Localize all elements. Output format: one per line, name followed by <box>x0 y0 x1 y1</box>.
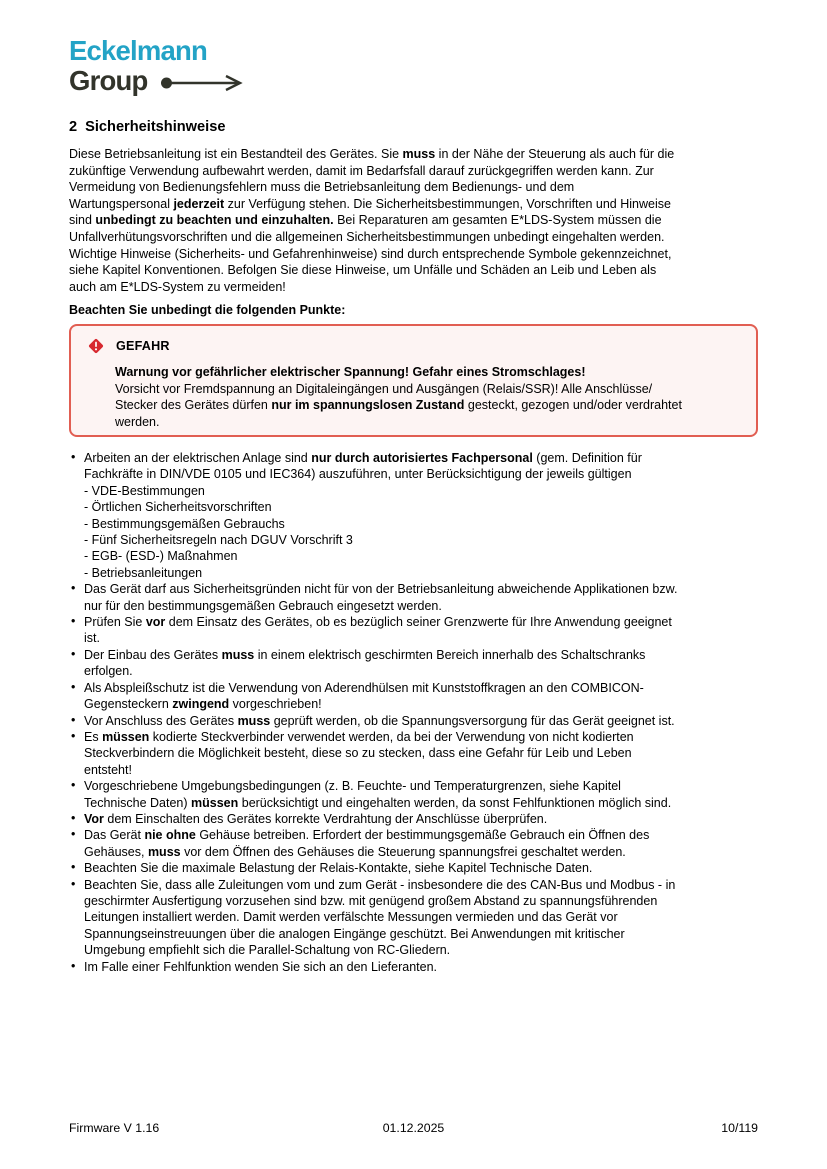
list-item <box>69 860 784 876</box>
list-item-text: Arbeiten an der elektrischen Anlage sind nur durch autorisiertes Fachpersonal (gem. Definition für Fachkräfte in DIN/VDE 0105 und IEC364) auszuführen, unter Berücksichtigung der jeweils gültigen - VDE-Bestimmungen - Örtlichen Sicherheitsvorschriften - Bestimmungsgemäßen Gebrauchs - Fünf Sicherheitsregeln nach DGUV Vorschrift 3 - EGB- (ESD-) Maßnahmen - Betriebsanleitungen <box>84 451 642 580</box>
list-item-text: Vorgeschriebene Umgebungsbedingungen (z. B. Feuchte- und Temperaturgrenzen, siehe Kapitel Technische Daten) müssen berücksichtigt und eingehalten werden, da sonst Fehlfunktionen möglich sind. <box>84 779 672 810</box>
list-item <box>69 778 784 811</box>
list-item <box>69 811 784 827</box>
list-item <box>69 729 784 778</box>
danger-diamond-icon <box>87 337 105 355</box>
bullet-marker: • <box>71 958 76 973</box>
list-item-text: Es müssen kodierte Steckverbinder verwendet werden, da bei der Verwendung von nicht kodierten Steckverbindern die Möglichkeit besteht, diese so zu stecken, dass eine Gefahr für Leib und Leben entsteht! <box>84 729 634 777</box>
section-number: 2 <box>69 119 78 135</box>
list-item <box>69 877 784 959</box>
list-item-text: Prüfen Sie vor dem Einsatz des Gerätes, ob es bezüglich seiner Grenzwerte für Ihre Anwendung geeignet ist. <box>84 615 672 646</box>
list-item-text: Beachten Sie, dass alle Zuleitungen vom und zum Gerät - insbesondere die des CAN-Bus und Modbus - in geschirmter Ausfertigung vorzusehen sind bzw. mit genügend großem Abstand zu spannungsführenden Leitungen installiert werden. Damit werden verfälschte Messungen vermieden und das Gerät vor Spannungseinstreuungen über die analogen Eingänge geschützt. Bei Anwendungen mit kritischer Umgebung empfiehlt sich die Parallel-Schaltung von RC-Gliedern. <box>84 877 676 958</box>
list-item <box>69 713 784 729</box>
list-item-text: Als Abspleißschutz ist die Verwendung von Aderendhülsen mit Kunststoffkragen an den COMBICON- Gegensteckern zwingend vorgeschrieben! <box>84 680 644 712</box>
list-item <box>69 581 784 614</box>
list-item-text: Das Gerät nie ohne Gehäuse betreiben. Erfordert der bestimmungsgemäße Gebrauch ein Öffnen des Gehäuses, muss vor dem Öffnen des Gehäuses die Steuerung spannungsfrei geschaltet werden. <box>84 828 650 859</box>
bullet-marker: • <box>71 646 76 661</box>
danger-subtitle: Warnung vor gefährlicher elektrischer Spannung! Gefahr eines Stromschlages! <box>115 365 586 379</box>
note-line: Beachten Sie unbedingt die folgenden Punkte: <box>69 303 346 317</box>
danger-title: GEFAHR <box>116 339 170 353</box>
bullet-marker: • <box>71 614 76 629</box>
bullet-marker: • <box>71 712 76 727</box>
list-item-text: Vor dem Einschalten des Gerätes korrekte Verdrahtung der Anschlüsse überprüfen. <box>84 811 548 826</box>
list-item-text: Im Falle einer Fehlfunktion wenden Sie sich an den Lieferanten. <box>84 959 437 974</box>
logo-arrow-icon <box>160 74 244 92</box>
list-item <box>69 450 784 581</box>
list-item <box>69 647 784 680</box>
bullet-marker: • <box>71 581 76 596</box>
list-item <box>69 614 784 647</box>
bullet-marker: • <box>71 778 76 793</box>
logo-word-eckelmann: Eckelmann <box>69 35 208 66</box>
footer-date: 01.12.2025 <box>382 1121 445 1135</box>
footer-firmware-version: Firmware V 1.16 <box>69 1121 160 1135</box>
bullet-marker: • <box>71 860 76 875</box>
danger-text: Vorsicht vor Fremdspannung an Digitaleingängen und Ausgängen (Relais/SSR)! Alle Anschlüsse/ Stecker des Gerätes dürfen nur im spannungslosen Zustand gesteckt, gezogen und/oder verdrahtet werden. <box>115 381 682 429</box>
list-item <box>69 827 784 860</box>
list-item-text: Das Gerät darf aus Sicherheitsgründen nicht für von der Betriebsanleitung abweichende Applikationen bzw. nur für den bestimmungsgemäßen Gebrauch eingesetzt werden. <box>84 582 678 613</box>
danger-box <box>69 324 758 437</box>
danger-header <box>87 337 170 355</box>
page-footer <box>69 1121 758 1137</box>
list-item-text: Der Einbau des Gerätes muss in einem elektrisch geschirmten Bereich innerhalb des Schaltschranks erfolgen. <box>84 647 646 679</box>
bullet-marker: • <box>71 728 76 743</box>
safety-list <box>69 450 784 975</box>
bullet-marker: • <box>71 679 76 694</box>
section-heading <box>69 119 225 135</box>
bullet-marker: • <box>71 876 76 891</box>
eckelmann-group-logo <box>69 36 244 96</box>
bullet-marker: • <box>71 450 76 464</box>
list-item-text: Vor Anschluss des Gerätes muss geprüft werden, ob die Spannungsversorgung für das Gerät geeignet ist. <box>84 713 675 728</box>
list-item <box>69 959 784 975</box>
bullet-marker: • <box>71 827 76 842</box>
list-item <box>69 680 784 713</box>
intro-paragraph: Diese Betriebsanleitung ist ein Bestandteil des Gerätes. Sie muss in der Nähe der Steuerung als auch für die zukünftige Verwendung aufbewahrt werden, damit im Bedarfsfall darauf zurückgegriffen werden kann. Zur Vermeidung von Bedienungsfehlern muss die Betriebsanleitung dem Bedienungs- und dem Wartungspersonal jederzeit zur Verfügung stehen. Die Sicherheitsbestimmungen, Vorschriften und Hinweise sind unbedingt zu beachten und einzuhalten. Bei Reparaturen am gesamten E*LDS-System müssen die Unfallverhütungsvorschriften und die allgemeinen Sicherheitsbestimmungen unbedingt eingehalten werden. Wichtige Hinweise (Sicherheits- und Gefahrenhinweise) sind durch entsprechende Symbole gekennzeichnet, siehe Kapitel Konventionen. Befolgen Sie diese Hinweise, um Unfälle und Schäden an Leib und Leben als auch am E*LDS-System zu vermeiden! <box>69 147 675 294</box>
list-item-text: Beachten Sie die maximale Belastung der Relais-Kontakte, siehe Kapitel Technische Daten. <box>84 861 593 876</box>
logo-word-group: Group <box>69 65 148 96</box>
bullet-marker: • <box>71 810 76 825</box>
footer-page-number: 10/119 <box>721 1121 758 1135</box>
section-title: Sicherheitshinweise <box>85 119 226 135</box>
danger-body <box>115 364 755 430</box>
